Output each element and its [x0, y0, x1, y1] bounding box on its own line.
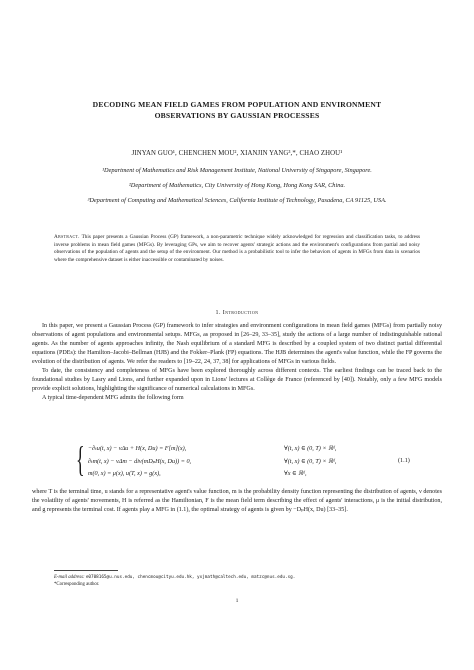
equation-1-1 — [76, 439, 420, 481]
affiliation-2: ²Department of Mathematics, City University of Hong Kong, Hong Kong SAR, China. — [128, 182, 346, 189]
paragraph-4: where T is the terminal time, u stands for a representative agent's value function, m is the probability density function representing the distribution of agents, ν denotes the volatility of agents' movements, H is referred as the Hamiltonian, F is the mean field term describing the effect of agents' interactions, μ is the initial distribution, and g represents the terminal cost. If agents play a MFG in (1.1), the optimal strategy of agents is given by −DₚH(x, Du) [33–35]. — [32, 489, 442, 513]
equation-line-3-rhs: ∀x ∈ ℝᵈ, — [284, 470, 307, 477]
title-line-2: OBSERVATIONS BY GAUSSIAN PROCESSES — [154, 111, 320, 120]
email-footnote — [54, 574, 434, 581]
section-heading: 1. Introduction — [215, 310, 259, 316]
paragraph-after-equation — [32, 488, 442, 515]
paper-title — [30, 99, 444, 121]
equation-brace: { — [76, 439, 85, 479]
title-line-1: DECODING MEAN FIELD GAMES FROM POPULATION AND ENVIRONMENT — [92, 100, 382, 109]
equation-line-1-rhs: ∀(t, x) ∈ (0, T) × ℝᵈ, — [284, 445, 337, 452]
equation-lhs — [88, 443, 191, 481]
intro-body — [32, 322, 442, 403]
affiliation-1: ¹Department of Mathematics and Risk Management Institute, National University of Singapore, Singapore. — [102, 167, 372, 174]
equation-rhs — [284, 443, 336, 481]
equation-line-3-lhs: m(0, x) = μ(x), u(T, x) = g(x), — [88, 470, 161, 477]
abstract-text: This paper presents a Gaussian Process (GP) framework, a non-parametric technique widely acknowledged for regression and classification tasks, to address inverse problems in mean field games (MFGs). By leveraging GPs, we aim to recover agents' strategic actions and the environment's configurations from partial and noisy observations of the population of agents and the setup of the environment. Our method is a probabilistic tool to infer the behaviors of agents in MFGs from data in scenarios where the comprehensive dataset is either inaccessible or contaminated by noises. — [54, 234, 420, 264]
equation-line-1-lhs: −∂ₜu(t, x) − νΔu + H(x, Du) = F[m](x), — [88, 445, 187, 452]
footnotes — [54, 574, 434, 589]
paragraph-3: A typical time-dependent MFG admits the following form — [42, 394, 184, 401]
abstract — [54, 234, 420, 265]
equation-number: (1.1) — [398, 457, 410, 464]
paragraph-2: To date, the consistency and completeness of MFGs have been explored thoroughly across different contexts. The earliest findings can be traced back to the foundational studies by Lasry and Lions, and further expanded upon in Lions' lectures at Collège de France (referenced by [40]). Notably, only a few MFG models provide explicit solutions, highlighting the significance of numerical calculations in MFGs. — [32, 367, 442, 392]
author-list: JINYAN GUO¹, CHENCHEN MOU², XIANJIN YANG³,*, CHAO ZHOU¹ — [131, 150, 343, 157]
paragraph-1: In this paper, we present a Gaussian Process (GP) framework to infer strategies and environment configurations in mean field games (MFGs) from partially noisy observations of agent populations and environmental setups. MFGs, as proposed in [26–29, 33–35], study the actions of a large number of indistinguishable rational agents. As the number of agents approaches infinity, the Nash equilibrium of a standard MFG is described by a coupled system of two distinct partial differential equations (PDEs): the Hamilton–Jacobi–Bellman (HJB) and the Fokker–Plank (FP) equations. The HJB determines the agent's value function, while the FP governs the evolution of the distribution of agents. We refer the readers to [19–22, 24, 37, 38] for applications of MFGs in various fields. — [32, 323, 442, 365]
footnote-rule — [54, 570, 118, 571]
equation-line-2-lhs: ∂ₜm(t, x) − νΔm − div(mDₚH(x, Du)) = 0, — [88, 457, 192, 465]
abstract-label: Abstract. — [54, 234, 80, 240]
affiliation-3: ³Department of Computing and Mathematical Sciences, California Institute of Technology, Pasadena, CA 91125, USA. — [87, 197, 387, 204]
equation-line-2-rhs: ∀(t, x) ∈ (0, T) × ℝᵈ, — [284, 457, 337, 465]
email-addresses: e0708165@u.nus.edu, chencmou@cityu.edu.hk, yxjmath@caltech.edu, matzc@nus.edu.sg. — [85, 575, 296, 580]
page-number: 1 — [235, 598, 239, 604]
corresponding-author-footnote: *Corresponding author. — [54, 582, 100, 588]
email-label: E-mail address: — [54, 575, 85, 580]
